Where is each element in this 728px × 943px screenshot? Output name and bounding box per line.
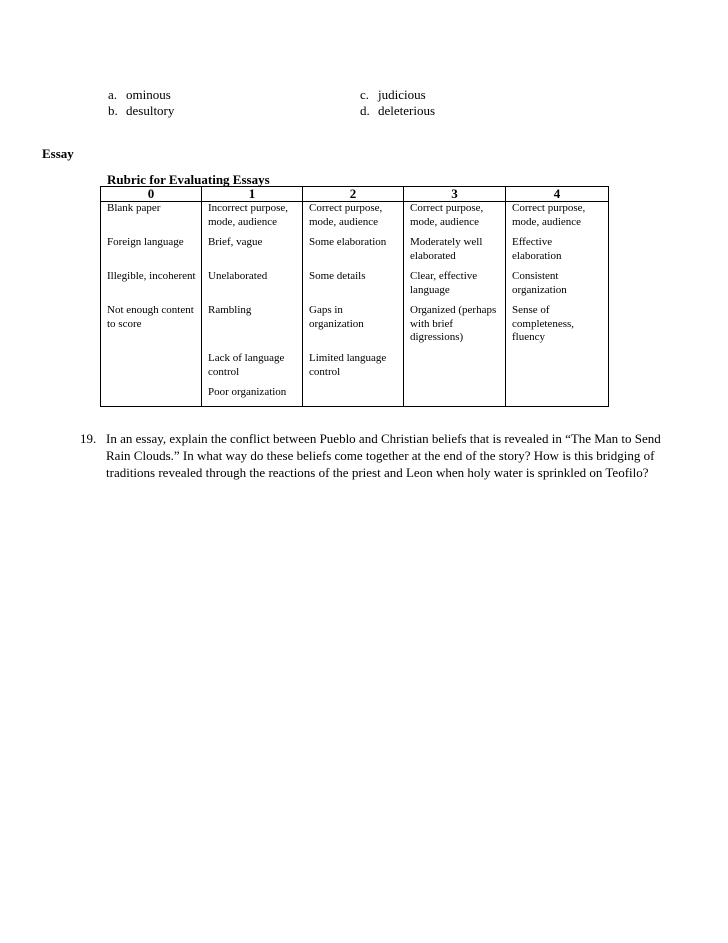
choice-c <box>360 87 426 102</box>
rubric-cell: Correct purpose, mode, audience <box>303 202 404 237</box>
choice-a <box>108 87 171 102</box>
choice-letter: b. <box>108 103 118 118</box>
rubric-cell <box>506 352 609 386</box>
choice-word: ominous <box>126 87 171 102</box>
rubric-score-header: 2 <box>303 187 404 202</box>
rubric-row <box>101 236 609 270</box>
rubric-score-header: 4 <box>506 187 609 202</box>
choice-word: deleterious <box>378 103 436 118</box>
rubric-score-header: 0 <box>101 187 202 202</box>
rubric-row <box>101 386 609 407</box>
rubric-cell: Some details <box>303 270 404 304</box>
choice-letter: c. <box>360 87 370 102</box>
rubric-row <box>101 270 609 304</box>
rubric-row <box>101 352 609 386</box>
rubric-cell: Organized (perhaps with brief digressions) <box>404 304 506 352</box>
rubric-cell: Lack of language control <box>202 352 303 386</box>
question-text: In an essay, explain the conflict between Pueblo and Christian beliefs that is revealed in “The Man to Send Rain Clouds.” In what way do these beliefs come together at the end of the story? How is this bridging of traditions revealed through the reactions of the priest and Leon when holy water is sprinkled on Teofilo? <box>106 431 661 480</box>
rubric-cell: Clear, effective language <box>404 270 506 304</box>
choice-d <box>360 103 435 118</box>
rubric-cell <box>101 352 202 386</box>
essay-question <box>80 430 680 481</box>
rubric-cell: Rambling <box>202 304 303 352</box>
rubric-row <box>101 304 609 352</box>
rubric-score-header: 3 <box>404 187 506 202</box>
rubric-cell <box>404 352 506 386</box>
rubric-cell: Brief, vague <box>202 236 303 270</box>
rubric-cell: Sense of completeness, fluency <box>506 304 609 352</box>
rubric-row <box>101 202 609 237</box>
rubric-score-header: 1 <box>202 187 303 202</box>
rubric-cell: Consistent organization <box>506 270 609 304</box>
choice-word: judicious <box>378 87 426 102</box>
rubric-cell: Incorrect purpose, mode, audience <box>202 202 303 237</box>
rubric-cell: Gaps in organization <box>303 304 404 352</box>
choice-letter: a. <box>108 87 118 102</box>
choice-letter: d. <box>360 103 370 118</box>
rubric-cell: Not enough content to score <box>101 304 202 352</box>
rubric-cell <box>303 386 404 407</box>
rubric-cell: Foreign language <box>101 236 202 270</box>
choice-word: desultory <box>126 103 175 118</box>
rubric-cell: Illegible, incoherent <box>101 270 202 304</box>
rubric-cell: Correct purpose, mode, audience <box>506 202 609 237</box>
rubric-cell: Limited language control <box>303 352 404 386</box>
rubric-cell <box>404 386 506 407</box>
rubric-cell: Unelaborated <box>202 270 303 304</box>
rubric-cell: Moderately well elaborated <box>404 236 506 270</box>
rubric-cell: Blank paper <box>101 202 202 237</box>
choice-b <box>108 103 174 118</box>
rubric-cell: Effective elaboration <box>506 236 609 270</box>
rubric-cell: Some elaboration <box>303 236 404 270</box>
rubric-cell <box>506 386 609 407</box>
section-heading: Essay <box>42 146 74 161</box>
rubric-header-row <box>101 187 609 202</box>
rubric-table <box>100 186 609 407</box>
rubric-cell: Correct purpose, mode, audience <box>404 202 506 237</box>
rubric-title: Rubric for Evaluating Essays <box>107 172 270 187</box>
rubric-cell: Poor organization <box>202 386 303 407</box>
rubric-cell <box>101 386 202 407</box>
question-number: 19. <box>80 431 97 446</box>
